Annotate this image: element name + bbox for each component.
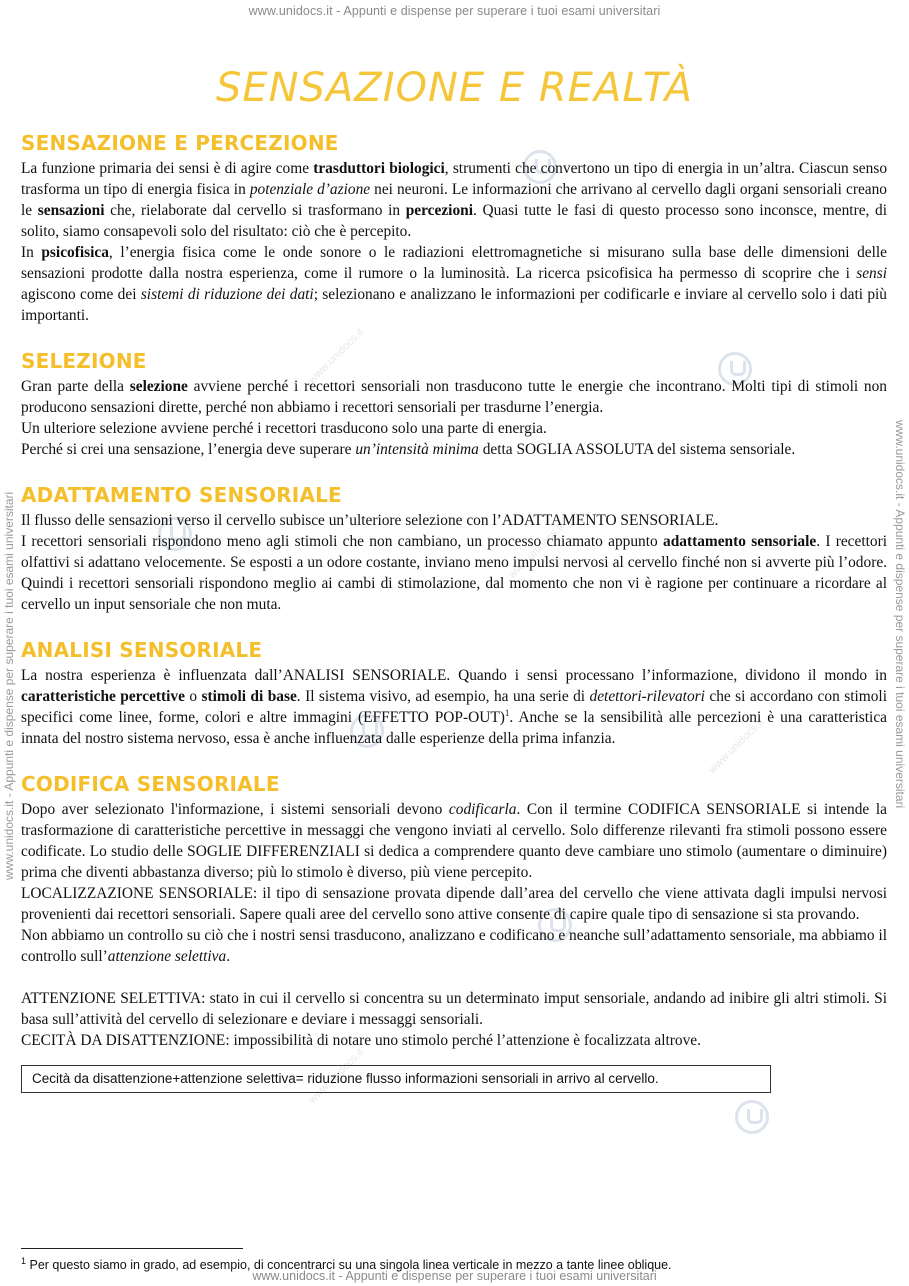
section-heading: SELEZIONE	[21, 349, 147, 373]
unidocs-logo-icon	[735, 1100, 769, 1134]
paragraph: LOCALIZZAZIONE SENSORIALE: il tipo di sensazione provata dipende dall’area del cervello che viene attivata dagli impulsi nervosi provenienti dai recettori sensoriali. Sapere quali aree del cervello sono attive consente di capire quale tipo di sensazione si sta provando.	[21, 885, 887, 923]
diagonal-watermark: www.unidocs.it	[306, 1046, 367, 1106]
paragraph: La funzione primaria dei sensi è di agire come trasduttori biologici, strumenti che convertono un tipo di energia in un’altra. Ciascun senso trasforma un tipo di energia fisica in potenziale d’azione nei neuroni. Le informazioni che arrivano al cervello dagli organi sensoriali creano le sensazioni che, rielaborate dal cervello si trasformano in percezioni. Quasi tutte le fasi di questo processo sono inconsce, mentre, di solito, siamo consapevoli solo del risultato: ciò che è percepito.	[21, 160, 888, 240]
paragraph: Non abbiamo un controllo su ciò che i nostri sensi trasducono, analizzano e codificano e neanche sull’adattamento sensoriale, ma abbiamo il controllo sull’attenzione selettiva.	[21, 927, 887, 965]
section-analisi-sensoriale	[21, 635, 887, 749]
paragraph: In psicofisica, l’energia fisica come le onde sonore o le radiazioni elettromagnetiche si misurano sulla base delle dimensioni delle sensazioni prodotte dalla nostra esperienza, come il rumore o la luminosità. La ricerca psicofisica ha permesso di scoprire che i sensi agiscono come dei sistemi di riduzione dei dati; selezionano e analizzano le informazioni per codificarle e inviare al cervello solo i dati più importanti.	[21, 244, 887, 324]
diagonal-watermark: www.unidocs.it	[706, 716, 767, 776]
paragraph: Dopo aver selezionato l'informazione, i sistemi sensoriali devono codificarla. Con il termine CODIFICA SENSORIALE si intende la trasformazione di caratteristiche percettive in messaggi che vengono inviati al cervello. Solo differenze rilevanti fra stimoli possono essere codificate. Lo studio delle SOGLIE DIFFERENZIALI si dedica a comprendere quanto deve cambiare uno stimolo (aumentare o diminuire) prima che diventi abbastanza diverso; più lo stimolo è diverso, più viene percepito.	[21, 801, 887, 881]
section-adattamento-sensoriale	[21, 480, 887, 615]
section-heading: CODIFICA SENSORIALE	[21, 772, 280, 796]
summary-box: Cecità da disattenzione+attenzione selettiva= riduzione flusso informazioni sensoriali in arrivo al cervello.	[21, 1065, 771, 1093]
paragraph: ATTENZIONE SELETTIVA: stato in cui il cervello si concentra su un determinato imput sensoriale, andando ad inibire gli altri stimoli. Si basa sull’attività del cervello di selezionare e deviare i messaggi sensoriali.	[21, 990, 887, 1028]
right-side-watermark: www.unidocs.it - Appunti e dispense per superare i tuoi esami universitari	[893, 420, 907, 809]
diagonal-watermark: www.unidocs.it	[506, 521, 567, 581]
header-watermark: www.unidocs.it - Appunti e dispense per superare i tuoi esami universitari	[248, 4, 661, 18]
section-heading: ANALISI SENSORIALE	[21, 638, 263, 662]
paragraph: CECITÀ DA DISATTENZIONE: impossibilità di notare uno stimolo perché l’attenzione è focalizzata altrove.	[21, 1032, 701, 1049]
footnote-divider	[21, 1248, 243, 1249]
section-selezione	[21, 346, 887, 460]
paragraph: Gran parte della selezione avviene perché i recettori sensoriali non trasducono tutte le energie che incontrano. Molti tipi di stimoli non producono sensazioni dirette, perché non abbiamo i recettori sensoriali per trasdurne l’energia.	[21, 378, 887, 416]
section-heading: SENSAZIONE E PERCEZIONE	[21, 131, 339, 155]
diagonal-watermark: www.unidocs.it	[306, 326, 367, 386]
paragraph: Perché si crei una sensazione, l’energia deve superare un’intensità minima detta SOGLIA ASSOLUTA del sistema sensoriale.	[21, 441, 796, 458]
paragraph: Il flusso delle sensazioni verso il cervello subisce un’ulteriore selezione con l’ADATTAMENTO SENSORIALE.	[21, 512, 719, 529]
paragraph: Un ulteriore selezione avviene perché i recettori trasducono solo una parte di energia.	[21, 420, 547, 437]
footnote-reference: 1	[504, 707, 510, 718]
section-sensazione-percezione	[21, 128, 887, 326]
footnote: $^1$ Per questo siamo in grado, ad esempio, di concentrarci su una singola linea verticale in mezzo a tante linee oblique.	[21, 1255, 672, 1272]
paragraph: La nostra esperienza è influenzata dall’ANALISI SENSORIALE. Quando i sensi processano l’informazione, dividono il mondo in caratteristiche percettive o stimoli di base. Il sistema visivo, ad esempio, ha una serie di detettori-rilevatori che si accordano con stimoli specifici come linee, forme, colori e altre immagini (EFFETTO POP-OUT)$^1$. Anche se la sensibilità alle percezioni è una caratteristica innata del nostro sistema nervoso, essa è anche influenzata dalle esperienze della prima infanzia.	[21, 667, 887, 747]
left-side-watermark: www.unidocs.it - Appunti e dispense per superare i tuoi esami universitari	[2, 491, 16, 880]
footer-watermark: www.unidocs.it - Appunti e dispense per superare i tuoi esami universitari	[252, 1269, 657, 1283]
section-heading: ADATTAMENTO SENSORIALE	[21, 483, 342, 507]
page-title: SENSAZIONE E REALTÀ	[215, 64, 694, 111]
document-body	[21, 128, 887, 1093]
paragraph: I recettori sensoriali rispondono meno agli stimoli che non cambiano, un processo chiamato appunto adattamento sensoriale. I recettori olfattivi si adattano velocemente. Se esposti a un odore costante, inviano meno impulsi nervosi al cervello finché non si avverte più l’odore. Quindi i recettori sensoriali rispondono meglio ai cambi di stimolazione, dal momento che non vi è ragione per continuare a ricordare al cervello un input sensoriale che non muta.	[21, 533, 887, 613]
section-codifica-sensoriale	[21, 769, 887, 1093]
